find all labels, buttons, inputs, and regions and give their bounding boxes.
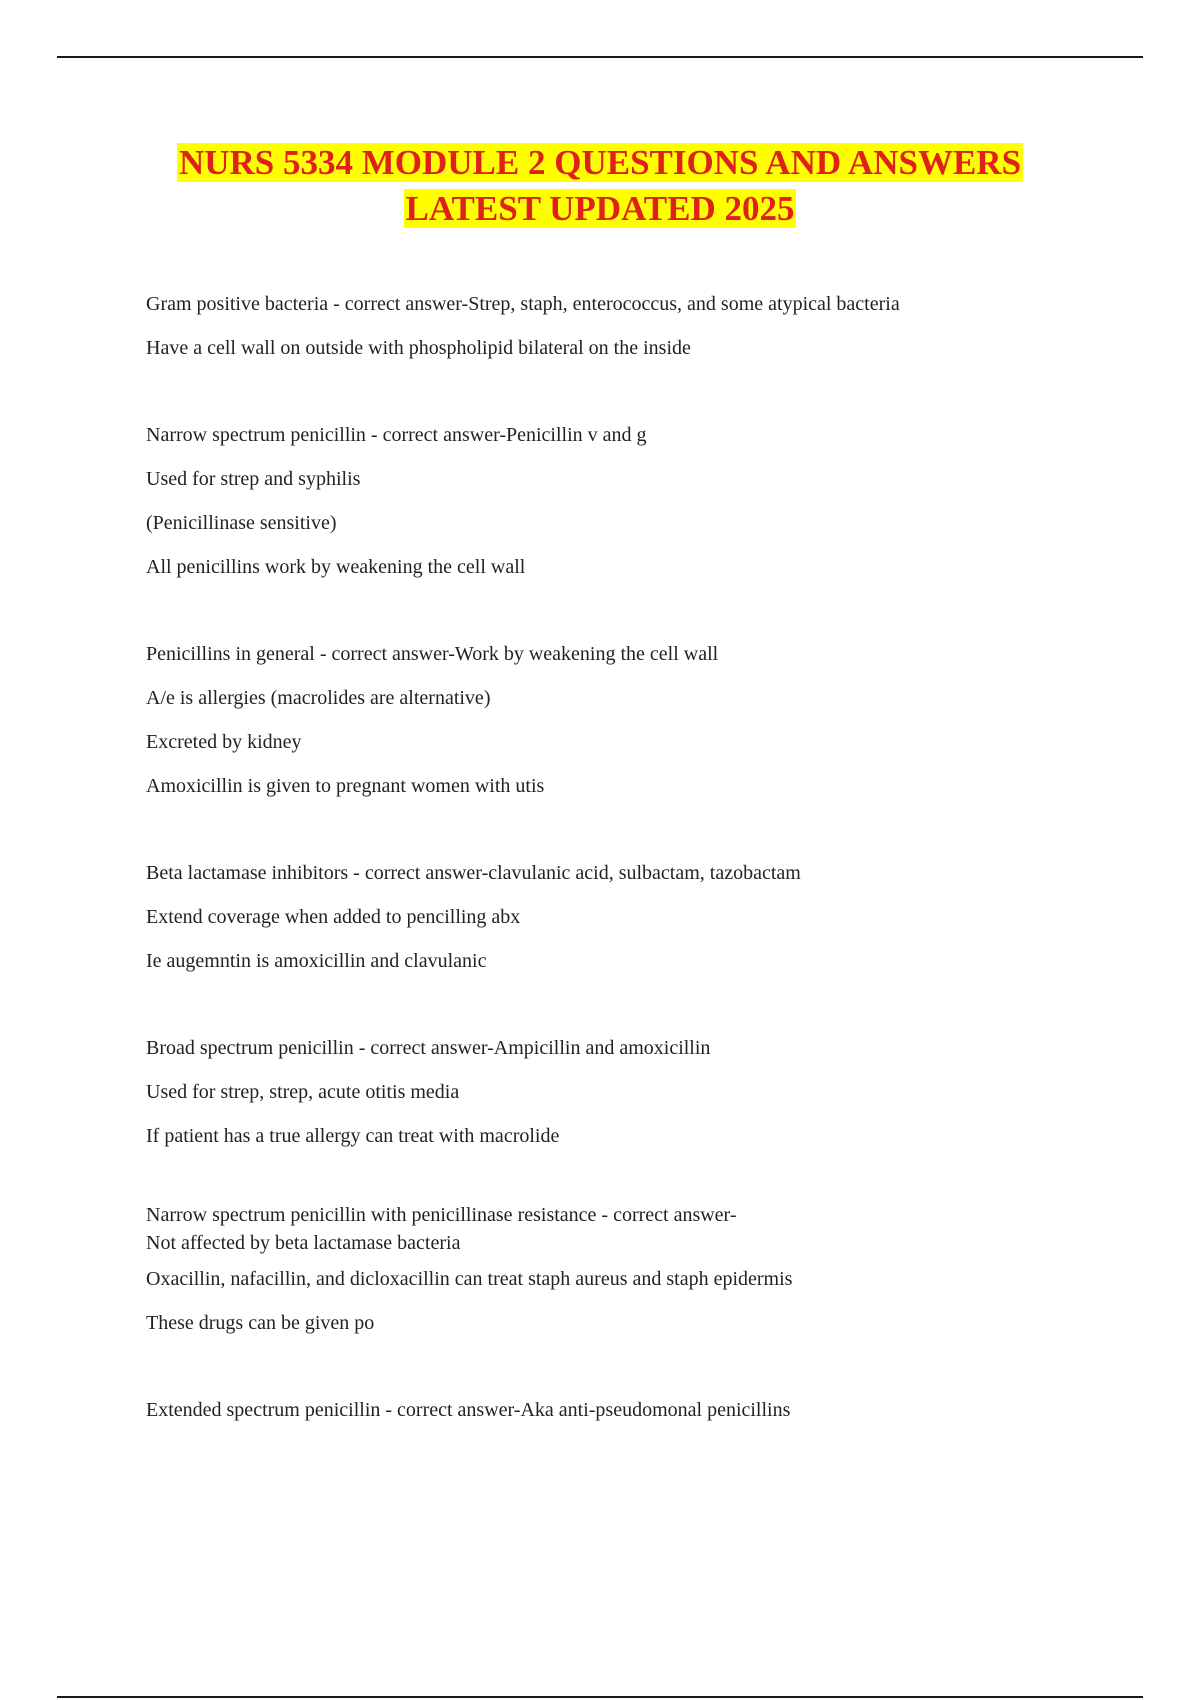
- note-line: Ie augemntin is amoxicillin and clavulanic: [146, 950, 487, 972]
- question-answer-line: Narrow spectrum penicillin with penicillinase resistance - correct answer-: [146, 1204, 737, 1226]
- qa-entry: [146, 851, 1086, 983]
- note-line: Used for strep and syphilis: [146, 468, 361, 490]
- qa-entry: [146, 1026, 1086, 1158]
- note-line: Have a cell wall on outside with phospholipid bilateral on the inside: [146, 337, 691, 359]
- note-line: A/e is allergies (macrolides are alternative): [146, 687, 491, 709]
- qa-content: [146, 282, 1086, 1475]
- document-title: [0, 140, 1200, 232]
- note-line: Extend coverage when added to pencilling abx: [146, 906, 521, 928]
- qa-entry: [146, 413, 1086, 589]
- question-answer-line: Gram positive bacteria - correct answer-Strep, staph, enterococcus, and some atypical bacteria: [146, 293, 900, 315]
- note-line: If patient has a true allergy can treat with macrolide: [146, 1125, 560, 1147]
- title-line-1: NURS 5334 MODULE 2 QUESTIONS AND ANSWERS: [178, 143, 1022, 182]
- note-line: (Penicillinase sensitive): [146, 512, 337, 534]
- top-rule: [57, 56, 1143, 58]
- qa-entry: [146, 1201, 1086, 1345]
- qa-entry: [146, 632, 1086, 808]
- note-line: Excreted by kidney: [146, 731, 302, 753]
- question-answer-line: Beta lactamase inhibitors - correct answer-clavulanic acid, sulbactam, tazobactam: [146, 862, 801, 884]
- question-answer-line: Narrow spectrum penicillin - correct answer-Penicillin v and g: [146, 424, 647, 446]
- title-line-2: LATEST UPDATED 2025: [405, 189, 795, 228]
- note-line: Used for strep, strep, acute otitis media: [146, 1081, 460, 1103]
- note-line: Oxacillin, nafacillin, and dicloxacillin can treat staph aureus and staph epidermis: [146, 1268, 793, 1290]
- question-answer-line: Extended spectrum penicillin - correct answer-Aka anti-pseudomonal penicillins: [146, 1399, 791, 1421]
- note-line: These drugs can be given po: [146, 1312, 375, 1334]
- note-line: All penicillins work by weakening the cell wall: [146, 556, 526, 578]
- question-answer-line: Broad spectrum penicillin - correct answer-Ampicillin and amoxicillin: [146, 1037, 711, 1059]
- note-line: Amoxicillin is given to pregnant women with utis: [146, 775, 545, 797]
- bottom-rule: [57, 1696, 1143, 1698]
- note-line: Not affected by beta lactamase bacteria: [146, 1232, 461, 1254]
- qa-entry: [146, 1388, 1086, 1432]
- question-answer-line: Penicillins in general - correct answer-Work by weakening the cell wall: [146, 643, 719, 665]
- qa-entry: [146, 282, 1086, 370]
